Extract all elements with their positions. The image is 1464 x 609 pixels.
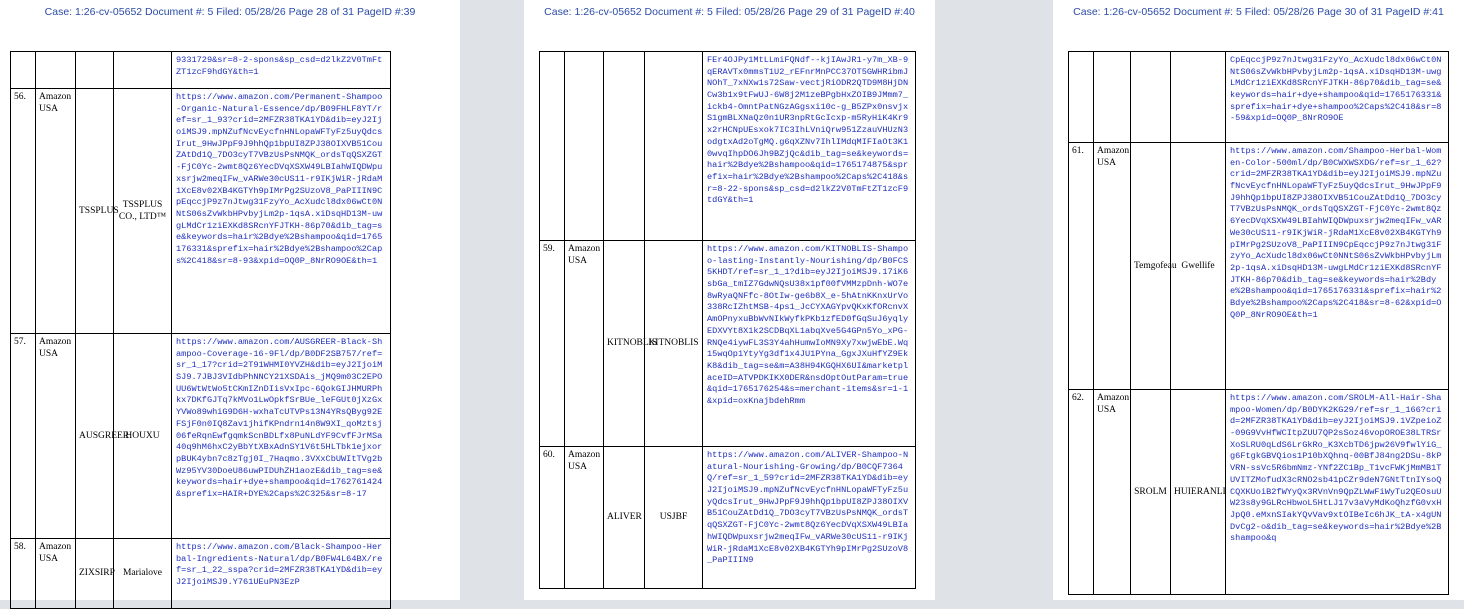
listing-url[interactable] [172,52,391,89]
row-number: 62. [1069,390,1094,595]
platform-cell: Amazon USA [36,334,76,539]
company-cell: Marialove [114,539,172,609]
url-text[interactable]: CpEqccjP9z7nJtwg31FzyYo_AcXudcl8dx06wCt0NNtS06sZvWkbHPvbyjLm2p-1qsA.xiDsqHD13M-uwgLMdCr1ziEXKd8SRcnYFJTKH-86p70&dib_tag=se&keywords=hair+dye+shampoo&qid=1765176331&sprefix=hair+dye+shampoo%2Caps%2C418&sr=8-59&xpid=OQ0P_8NrRO9OE [1230,55,1442,124]
listing-url[interactable] [1226,52,1449,143]
seller-cell [1131,52,1171,143]
url-text[interactable]: https://www.amazon.com/Shampoo-Herbal-Women-Color-500ml/dp/B0CWXWSXDG/ref=sr_1_62?crid=2MFZR38TKA1YD&dib=eyJ2IjoiMSJ9.mpNZufNcvEycfnHNLopaWFTyFz5uyQdcsIrut_9HwJPpF9J9hhQp1bpUI8ZPJ38OIXVB51CouZAtDd1Q_7DO3cyT7VBzUsPsNMQK_ordsTqQSXZGT-FjC0Yc-2wmt8Qz6YecDVqXSXW49LBIahWIQDWpuxsrjw2meqIFw_vARWe30cUS11-r9IKjWiR-jRdaM1XcE8v02XB4KGTYh9pIMrPg2SUzoV8_PaPIIIN9CpEqccjP9z7nJtwg31FzyYo_AcXudcl8dx06wCt0NNtS06sZvWkbHPvbyjLm2p-1qsA.xiDsqHD13M-uwgLMdCr1ziEXKd8SRcnYFJTKH-86p70&dib_tag=se&keywords=hair%2Bdye%2Bshampoo&qid=1765176331&sprefix=hair%2Bdye%2Bshampoo%2Caps%2C418&sr=8-62&xpid=OQ0P_8NrRO9OE&th=1 [1230,146,1442,320]
platform-cell [565,52,604,241]
table-row [1069,143,1449,390]
row-number: 56. [11,89,36,334]
seller-cell: ALIVER [604,447,645,589]
url-text[interactable]: https://www.amazon.com/Permanent-Shampoo-Organic-Natural-Essence/dp/B09FHLF8YT/ref=sr_1_93?crid=2MFZR38TKA1YD&dib=eyJ2IjoiMSJ9.mpNZufNcvEycfnHNLopaWFTyFz5uyQdcsIrut_9HwJPpF9J9hhQp1bpUI8ZPJ38OIXVB51CouZAtDd1Q_7DO3cyT7VBzUsPsNMQK_ordsTqQSXZGT-FjC0Yc-2wmt8Qz6YecDVqXSXW49LBIahWIQDWpuxsrjw2meqIFw_vARWe30cUS11-r9IKjWiR-jRdaM1XcE8v02XB4KGTYh9pIMrPg2SUzoV8_PaPIIIN9CpEqccjP9z7nJtwg31FzyYo_AcXudcl8dx06wCt0NNtS06sZvWkbHPvbyjLm2p-1qsA.xiDsqHD13M-uwgLMdCr1ziEXKd8SRcnYFJTKH-86p70&dib_tag=se&keywords=hair%2Bdye%2Bshampoo&qid=1765176331&sprefix=hair%2Bdye%2Bshampoo%2Caps%2C418&sr=8-93&xpid=OQ0P_8NrRO9OE&th=1 [176,92,383,266]
url-text[interactable]: https://www.amazon.com/Black-Shampoo-Herbal-Ingredients-Natural/dp/B0FW4L64BX/ref=sr_1_22_sspa?crid=2MFZR38TKA1YD&dib=eyJ2IjoiMSJ9.Y761UEuPN3EzP [176,542,383,588]
company-cell [114,52,172,89]
row-number: 60. [540,447,565,589]
company-cell [645,52,703,241]
platform-cell: Amazon USA [1094,390,1131,595]
company-cell: HUIERANLI [1171,390,1226,595]
listing-url[interactable] [172,334,391,539]
table-row [540,52,916,241]
platform-cell [1094,52,1131,143]
row-number: 59. [540,241,565,447]
company-cell [1171,52,1226,143]
listing-url[interactable] [1226,143,1449,390]
url-text[interactable]: https://www.amazon.com/ALIVER-Shampoo-Natural-Nourishing-Growing/dp/B0CQF7364Q/ref=sr_1_59?crid=2MFZR38TKA1YD&dib=eyJ2IjoiMSJ9.mpNZufNcvEycfnHNLopaWFTyFz5uyQdcsIrut_9HwJPpF9J9hhQp1bpUI8ZPJ38OIXVB51CouZAtDd1Q_7DO3cyT7VBzUsPsNMQK_ordsTqQSXZGT-FjC0Yc-2wmt8Qz6YecDVqXSXW49LBIahWIQDWpuxsrjw2meqIFw_vARWe30cUS11-r9IKjWiR-jRdaM1XcE8v02XB4KGTYh9pIMrPg2SUzoV8_PaPIIIN9 [707,450,909,566]
seller-table [1068,51,1449,595]
url-text[interactable]: 9331729&sr=8-2-spons&sp_csd=d2lkZ2V0TmFtZT1zcF9hdGY&th=1 [176,55,383,77]
row-number: 57. [11,334,36,539]
table-row [11,539,391,609]
row-number [540,52,565,241]
company-cell: USJBF [645,447,703,589]
seller-table [10,51,391,609]
platform-cell: Amazon USA [36,89,76,334]
seller-cell: TSSPLUS [76,89,114,334]
listing-url[interactable] [172,539,391,609]
row-number: 58. [11,539,36,609]
seller-table [539,51,916,589]
platform-cell: Amazon USA [565,241,604,447]
listing-url[interactable] [1226,390,1449,595]
row-number [1069,52,1094,143]
url-text[interactable]: FEr4OJPy1MtLLmiFQNdf--kjIAwJR1-y7m_XB-9qERAVTx0mmsT1U2_rEFnrMnPCC37OT5GWHRibmJNOhT_7xNXw1s72Saw-vectjRiODR2QTD9M8HjDNCw3b1x9tFwUJ-6W8j2M1zeBPgbHxZOIB9JMmm7_ickb4-OmntPatNGzAGgsxi10c-g_B5ZPx0nsvjxS1gmBLXNaQz0n1UR3npRtGcIcxp-m5RyHiK4Kr9x2rHCNpUEsxok7IC3IhLVniQrw951ZzauVHUzN3odgtxAd2oTgMQ.g6qXZNv7IhlIMdqMIFIaOt3K10wvqIhpDO6Jh9BZjQc&dib_tag=se&keywords=hair%2Bdye%2Bshampoo&qid=1765174875&sprefix=hair%2Bdye%2Bshampoo%2Caps%2C418&sr=8-22-spons&sp_csd=d2lkZ2V0TmFtZT1zcF9tdGY&th=1 [707,55,909,206]
page-header: Case: 1:26-cv-05652 Document #: 5 Filed: 05/28/26 Page 29 of 31 PageID #:40 [544,6,915,18]
platform-cell [36,52,76,89]
company-cell: TSSPLUS CO., LTD™ [114,89,172,334]
page-header: Case: 1:26-cv-05652 Document #: 5 Filed: 05/28/26 Page 28 of 31 PageID #:39 [44,6,416,18]
company-cell: HOUXU [114,334,172,539]
seller-cell: SROLM [1131,390,1171,595]
document-page [524,0,935,600]
company-cell: Gwellife [1171,143,1226,390]
url-text[interactable]: https://www.amazon.com/AUSGREER-Black-Shampoo-Coverage-16-9Fl/dp/B0DF2SB757/ref=sr_1_17?crid=2T91WHMI0YVZH&dib=eyJ2IjoiMSJ9.7JBJ3VIdbPhNNCY21XSDAis_jMQ9m03C2EPOUU6WtWtWo5tCKmIZnDIisVxIpc-6QokGIJHMURPhkx7DKfGJTq7kMVo1LwOpkfSrBUe_leFGUt0jXzGxYVWo89whiG9D6H-wxhaTcUTVPs13N4YRsQByg92EFSjF0n0IQ8Zav1jhifKPndrn14n8W9XI_qoMztsj06feRqnEwfgqmkScnBDLfx8PuNLdYF9CvfFJrMSa40q9hM6hxC2yBbYtXBxAdnSY1V6t5HLTbk1ejxorpBUK4ybn7c8zTgj0I_7Haqmo.3VXxCbUWItTVg2bWz95YV30DoeU86uwPIDUhZH1aozE&dib_tag=se&keywords=hair+dye+shampoo&qid=1762761424&sprefix=HAIR+DYE%2Caps%2C325&sr=8-17 [176,337,383,499]
seller-cell: ZIXSIRP [76,539,114,609]
seller-cell [76,52,114,89]
table-row [540,241,916,447]
url-text[interactable]: https://www.amazon.com/SROLM-All-Hair-Shampoo-Women/dp/B0DYK2KG29/ref=sr_1_166?crid=2MFZR38TKA1YD&dib=eyJ2IjoiMSJ9.1VZpeioZ-09G9VvHfWCItpZUU7QP2sSoz46vopOROE38LTRSrXoSLRU0qLdS6LrGkRo_K3XcbTD6jpw26V9fwlYiG_g6FtgkGBVQios1P10bXQhnq-00BfJ84ng2DSu-8kPVRN-ssVc5R6bmNmz-YNf2ZC1Bp_T1vcFWKjMmMB1TUVITZMofudX3cRNO2sb41pCZr9deN7GNtTtnIYsoQCQXKUoiB2fWYyQx3RVnVn9QpZLWwFiWyTu2QEOsuUW23s8y9GLRcHbwoL5HtLJ17v3aVyMdKoQhzfG0vxHJpQ0.eMxnSIakYQvVav9xtOIBeIc6hJK_tA-x4gUNDvCg2-o&dib_tag=se&keywords=hair%2Bdye%2Bshampoo&q [1230,393,1442,544]
seller-cell: AUSGREER [76,334,114,539]
url-text[interactable]: https://www.amazon.com/KITNOBLIS-Shampoo-lasting-Instantly-Nourishing/dp/B0FCS5KHDT/ref=sr_1_1?dib=eyJ2IjoiMSJ9.17iK6sbGa_tmIZ7GdwNQsU38x1pf00fVMMzpDnh-WO7e8wRyaQNFfc-8OtIw-ge6b8X_e-5hAtnKKnxUrVo338RcIZhtMSB-4ps1_JcCYXAGYpvQKxKfORcnvXAmOPnyxuBbWvNIkWyfkPKb1zfED0fGqSuJ6yqlyEDXVYt8X1k2SCDBqXL1abqXve5G4GPn5Yo_xPG-RNQe4iywFL3S3Y4ahHumwIoMN9Xy7xwjwEbE.Wq15wqOp1YtyYg3df1x4JU1PYna_GgxJXuHfYZ9EkK8&dib_tag=se&m=A38H94KGQHX6UI&marketplaceID=ATVPDKIKX0DER&nsdOptOutParam=true&qid=1765176254&s=merchant-items&sr=1-1&xpid=oxKnajbdehRmm [707,244,909,406]
document-page [0,0,460,600]
page-header: Case: 1:26-cv-05652 Document #: 5 Filed: 05/28/26 Page 30 of 31 PageID #:41 [1073,6,1444,18]
listing-url[interactable] [703,52,916,241]
seller-cell [604,52,645,241]
table-row [1069,390,1449,595]
seller-cell: Temgofeau [1131,143,1171,390]
row-number: 61. [1069,143,1094,390]
platform-cell: Amazon USA [1094,143,1131,390]
listing-url[interactable] [703,447,916,589]
seller-cell: KITNOBLIS [604,241,645,447]
row-number [11,52,36,89]
platform-cell: Amazon USA [36,539,76,609]
table-row [11,334,391,539]
table-row [1069,52,1449,143]
company-cell: KITNOBLIS [645,241,703,447]
table-row [11,89,391,334]
document-page [1053,0,1464,600]
table-row [11,52,391,89]
listing-url[interactable] [703,241,916,447]
listing-url[interactable] [172,89,391,334]
platform-cell: Amazon USA [565,447,604,589]
table-row [540,447,916,589]
